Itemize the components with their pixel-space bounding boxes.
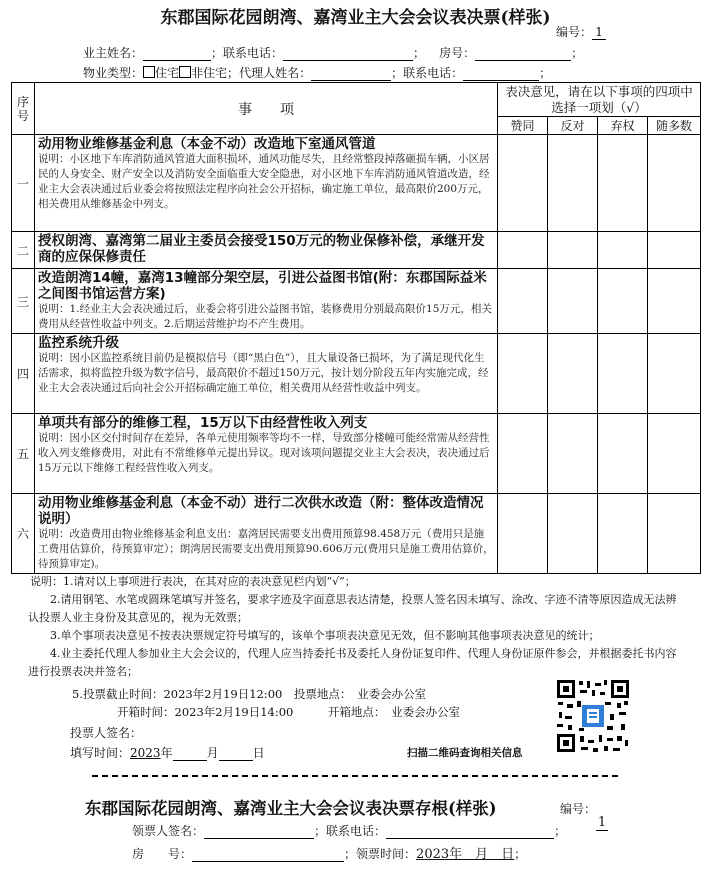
- stub-contact-phone-field[interactable]: [386, 826, 554, 839]
- ticket-number: [556, 23, 606, 40]
- table-header-row: [12, 83, 701, 117]
- option-approve: 赞同: [498, 117, 548, 135]
- contact-phone-label: 联系电话：: [223, 46, 284, 60]
- open-time-label: 开箱时间：: [117, 705, 175, 719]
- notes-section: [28, 573, 678, 681]
- vote-cell-oppose[interactable]: [548, 269, 598, 334]
- row-number: 四: [12, 334, 35, 414]
- qr-caption: 扫描二维码查询相关信息: [407, 747, 523, 759]
- vote-cell-majority[interactable]: [648, 135, 701, 232]
- deadline-time: 2023年2月19日12:00: [163, 687, 283, 701]
- open-place-label: 开箱地点：: [327, 705, 380, 719]
- item-desc: 说明：因小区监控系统目前仍是模拟信号（即“黑白色”），且大量设备已损坏，为了满足现代化生活需求，拟将监控升级为数字信号，最高限价不超过150万元，按计划分阶段五年内实施完成，经业主大会表决通过后向社会公开招标确定施工单位，相关费用从经营性收益中列支。: [38, 352, 489, 394]
- item-cell: [35, 232, 498, 269]
- number-label: 编号：: [556, 25, 593, 39]
- room-no-field[interactable]: [475, 48, 571, 61]
- property-type-label: 物业类型：: [83, 66, 144, 80]
- vote-cell-approve[interactable]: [498, 414, 548, 494]
- note-2: 2.请用钢笔、水笔或圆珠笔填写并签名，要求字迹及字面意思表达清楚，投票人签名因未填写、涂改、字迹不清等原因造成无法辨认投票人业主身份及其意见的，视为无效票；: [28, 593, 677, 624]
- item-desc: 说明：改造费用由物业维修基金利息支出：嘉湾居民需要支出费用预算98.458万元（费用只是施工费用估算价，待预算审定）；朗湾居民需要支出费用预算90.606万元(费用只是施工费用估算价，待预算审定)。: [38, 528, 494, 570]
- note-5: [72, 686, 426, 702]
- table-row: [12, 135, 701, 232]
- vote-cell-majority[interactable]: [648, 334, 701, 414]
- month-unit: 月: [206, 746, 219, 760]
- note-3: 3.单个事项表决意见不按表决票规定符号填写的，该单个事项表决意见无效，但不影响其他事项表决意见的统计；: [50, 629, 600, 642]
- receiver-sign-label: 领票人签名：: [132, 824, 205, 838]
- receiver-sign-field[interactable]: [204, 826, 314, 839]
- vote-cell-oppose[interactable]: [548, 135, 598, 232]
- col-item-header: 事 项: [35, 83, 498, 135]
- table-row: [12, 414, 701, 494]
- vote-cell-approve[interactable]: [498, 135, 548, 232]
- stub-row-1: 领票人签名： ；联系电话： ；: [132, 824, 567, 838]
- owner-info-row-1: 业主姓名： ；联系电话： ； 房号： ；: [83, 46, 584, 60]
- stub-row-2: 房 号： ；领票时间：2023年 月 日；: [132, 847, 527, 862]
- note-4: 4.业主委托代理人参加业主大会会议的，代理人应当持委托书及委托人身份证复印件、代理人身份证原件参会，并根据委托书内容进行投票表决并签名；: [28, 647, 677, 678]
- year-unit: 年: [160, 746, 173, 760]
- voter-sign-label: 投票人签名：: [70, 726, 143, 740]
- non-residential-checkbox[interactable]: [179, 66, 191, 78]
- option-abstain: 弃权: [598, 117, 648, 135]
- item-desc: 说明：因小区交付时间存在差异，各单元使用频率等均不一样，导致部分楼幢可能经常需从经营性收入列支维修费用，对此有不常维修单元提出异议。现对该项问题提交业主大会表决，表决通过后15万元以下维修工程经营性收入列支。: [38, 432, 490, 474]
- item-cell: [35, 494, 498, 574]
- row-number: 六: [12, 494, 35, 574]
- vote-cell-approve[interactable]: [498, 334, 548, 414]
- fill-year: 2023: [130, 746, 161, 760]
- page-title: 东郡国际花园朗湾、嘉湾业主大会会议表决票(样张): [160, 8, 551, 28]
- note-6: [117, 704, 460, 720]
- fill-time-label: 填写时间：: [70, 746, 131, 760]
- item-desc: 说明：1.经业主大会表决通过后，业委会将引进公益图书馆，装修费用分别最高限价15万元，相关费用从经营性收益中列支。2.后期运营维护均不产生费用。: [38, 303, 492, 330]
- item-cell: [35, 414, 498, 494]
- vote-cell-abstain[interactable]: [598, 269, 648, 334]
- vote-cell-abstain[interactable]: [598, 135, 648, 232]
- item-cell: [35, 334, 498, 414]
- owner-info-row-2: 物业类型： 住宅 非住宅；代理人姓名： ；联系电话： ；: [83, 66, 552, 80]
- voting-table: [11, 82, 701, 574]
- non-residential-label: 非住宅: [191, 66, 228, 80]
- item-cell: [35, 269, 498, 334]
- voter-sign-field[interactable]: [142, 729, 232, 741]
- residential-label: 住宅: [155, 66, 180, 80]
- stub-title: 东郡国际花园朗湾、嘉湾业主大会会议表决票存根(样张): [85, 799, 497, 818]
- vote-cell-majority[interactable]: [648, 494, 701, 574]
- stub-number-label: 编号：: [560, 802, 597, 816]
- option-follow-majority: 随多数: [648, 117, 701, 135]
- item-title: 授权朗湾、嘉湾第二届业主委员会接受150万元的物业保修补偿，承继开发商的应保保修责任: [38, 233, 485, 265]
- room-no-label: 房号：: [439, 46, 476, 60]
- item-title: 监控系统升级: [38, 335, 119, 351]
- vote-cell-approve[interactable]: [498, 269, 548, 334]
- col-no-header: 序号: [12, 83, 35, 135]
- vote-cell-oppose[interactable]: [548, 232, 598, 269]
- vote-cell-abstain[interactable]: [598, 334, 648, 414]
- item-title: 动用物业维修基金利息（本金不动）进行二次供水改造（附：整体改造情况说明）: [38, 495, 484, 527]
- residential-checkbox[interactable]: [143, 66, 155, 78]
- stub-number-value: 1: [597, 815, 607, 830]
- vote-cell-abstain[interactable]: [598, 414, 648, 494]
- table-row: [12, 269, 701, 334]
- option-oppose: 反对: [548, 117, 598, 135]
- receive-date: 2023年 月 日: [416, 847, 515, 862]
- agent-name-field[interactable]: [311, 68, 391, 81]
- table-row: [12, 334, 701, 414]
- day-unit: 日: [252, 746, 265, 760]
- number-value: 1: [592, 25, 606, 40]
- contact-phone2-label: 联系电话：: [403, 66, 464, 80]
- item-title: 动用物业维修基金利息（本金不动）改造地下室通风管道: [38, 136, 376, 152]
- row-number: 二: [12, 232, 35, 269]
- stub-room-no-field[interactable]: [192, 849, 344, 862]
- table-row: [12, 232, 701, 269]
- row-number: 三: [12, 269, 35, 334]
- vote-cell-oppose[interactable]: [548, 494, 598, 574]
- qr-code-icon[interactable]: [555, 678, 631, 754]
- row-number: 五: [12, 414, 35, 494]
- item-title: 改造朗湾14幢，嘉湾13幢部分架空层，引进公益图书馆(附：东郡国际益米之间图书馆运营方案): [38, 270, 487, 302]
- agent-name-label: 代理人姓名：: [239, 66, 312, 80]
- voter-sign-row: [70, 724, 232, 741]
- open-time: 2023年2月19日14:00: [174, 705, 294, 719]
- vote-place: 业委会办公室: [357, 687, 427, 701]
- contact-phone-field[interactable]: [283, 48, 413, 61]
- row-number: 一: [12, 135, 35, 232]
- deadline-label: 5.投票截止时间：: [72, 687, 164, 701]
- open-place: 业委会办公室: [391, 705, 461, 719]
- table-row: [12, 494, 701, 574]
- item-cell: [35, 135, 498, 232]
- stub-contact-phone-label: 联系电话：: [326, 824, 387, 838]
- note-1: 说明：1.请对以上事项进行表决，在其对应的表决意见栏内划“√”；: [30, 575, 356, 588]
- vote-cell-majority[interactable]: [648, 232, 701, 269]
- vote-cell-abstain[interactable]: [598, 232, 648, 269]
- fill-time-row: [70, 744, 265, 761]
- qr-code-graphic: [555, 678, 631, 754]
- owner-name-label: 业主姓名：: [83, 46, 144, 60]
- vote-cell-majority[interactable]: [648, 414, 701, 494]
- item-title: 单项共有部分的维修工程，15万以下由经营性收入列支: [38, 415, 368, 431]
- receive-time-label: 领票时间：: [356, 847, 417, 861]
- fill-day-field[interactable]: [219, 748, 253, 761]
- vote-cell-approve[interactable]: [498, 494, 548, 574]
- cut-line-divider: [92, 775, 618, 777]
- stub-room-no-label: 房 号：: [132, 847, 193, 861]
- vote-cell-majority[interactable]: [648, 269, 701, 334]
- vote-cell-oppose[interactable]: [548, 334, 598, 414]
- contact-phone2-field[interactable]: [463, 68, 539, 81]
- vote-cell-abstain[interactable]: [598, 494, 648, 574]
- item-desc: 说明：小区地下车库消防通风管道大面积损坏，通风功能尽失，且经常整段掉落砸损车辆，小区居民的人身安全、财产安全以及消防安全面临重大安全隐患，对小区地下车库消防通风管道改造，经业主大会表决通过后业委会将按照法定程序向社会公开招标，确定施工单位，最高限价200万元，相关费用从维修基金中列支。: [38, 153, 490, 210]
- vote-cell-oppose[interactable]: [548, 414, 598, 494]
- vote-place-label: 投票地点：: [293, 687, 346, 701]
- owner-name-field[interactable]: [143, 48, 211, 61]
- vote-cell-approve[interactable]: [498, 232, 548, 269]
- fill-month-field[interactable]: [173, 748, 207, 761]
- col-vote-header: 表决意见，请在以下事项的四项中选择一项划（√）: [498, 83, 701, 117]
